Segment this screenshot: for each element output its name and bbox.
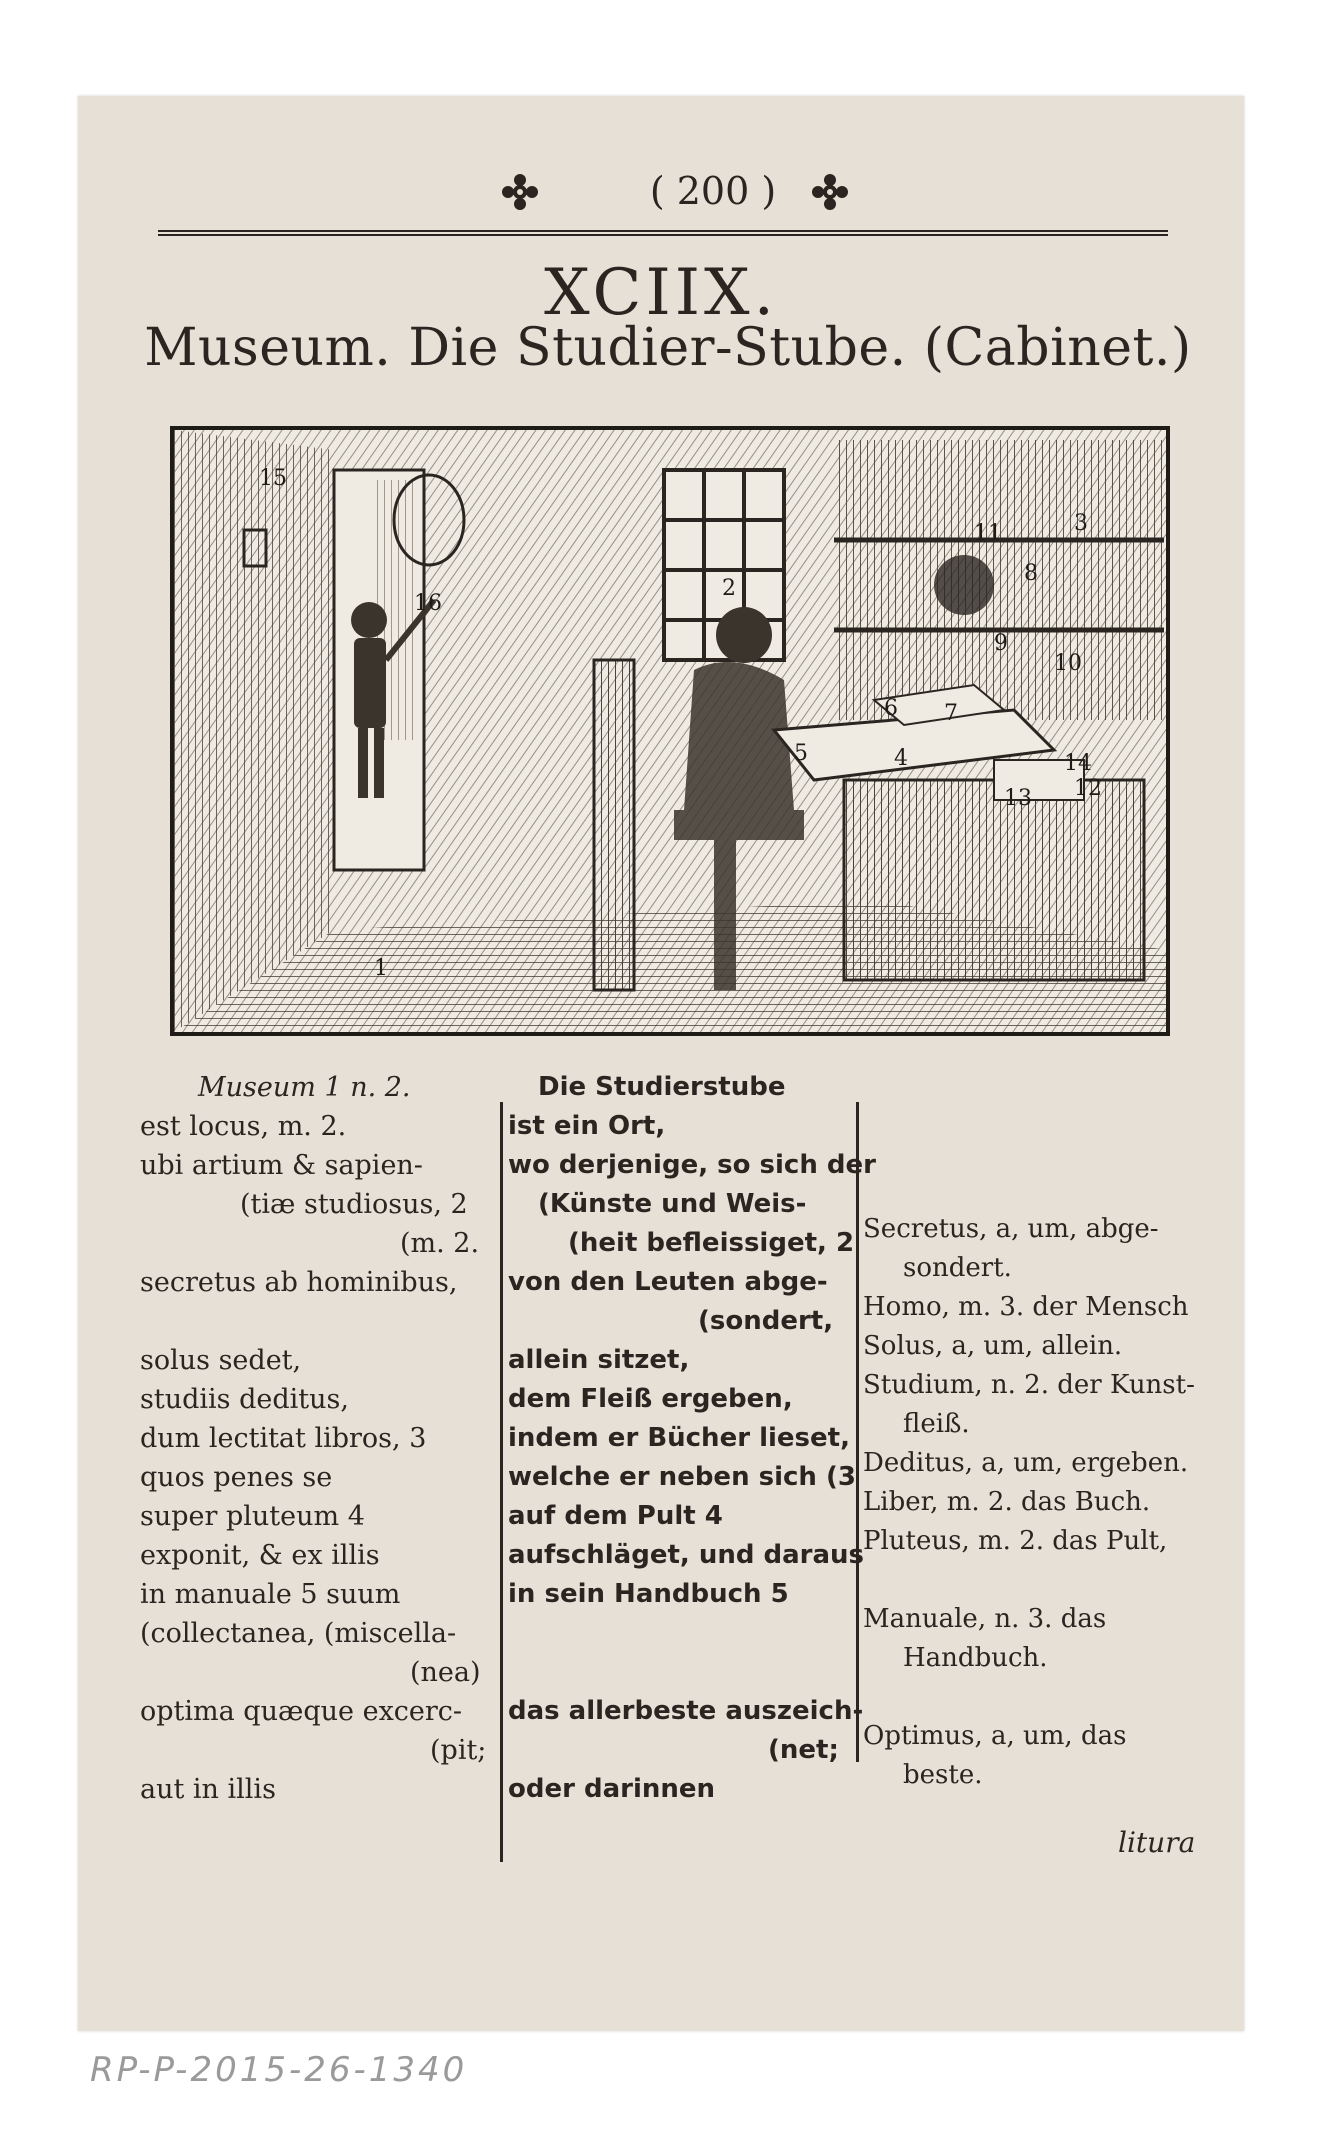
german-line: (Künste und Weis- [538, 1189, 807, 1219]
woodcut-label: 15 [259, 466, 287, 491]
latin-line: solus sedet, [140, 1345, 302, 1376]
german-line: (sondert, [698, 1306, 834, 1336]
german-line: wo derjenige, so sich der [508, 1150, 876, 1180]
german-line: (net; [768, 1735, 839, 1765]
woodcut-label: 12 [1074, 776, 1102, 801]
latin-line: studiis deditus, [140, 1384, 349, 1415]
latin-line: (pit; [430, 1735, 487, 1766]
woodcut-label: 5 [794, 741, 808, 766]
latin-column [140, 1068, 560, 1809]
german-line: ist ein Ort, [508, 1111, 666, 1141]
latin-line: (nea) [410, 1657, 481, 1688]
german-line: oder darinnen [508, 1774, 716, 1804]
catchword: litura [1118, 1826, 1196, 1859]
woodcut-label: 10 [1054, 651, 1082, 676]
german-line: aufschläget, und daraus [508, 1540, 865, 1570]
chapter-title: Museum. Die Studier-Stube. (Cabinet.) [144, 318, 1192, 378]
header-rule [158, 230, 1168, 236]
german-line: in sein Handbuch 5 [508, 1579, 789, 1609]
woodcut-label: 16 [414, 591, 442, 616]
woodcut-label: 2 [722, 576, 736, 601]
woodcut-label: 8 [1024, 561, 1038, 586]
latin-line: exponit, & ex illis [140, 1540, 380, 1571]
latin-line: super pluteum 4 [140, 1501, 365, 1532]
column-divider [856, 1102, 859, 1762]
rosette-ornament-icon [808, 172, 852, 216]
vocabulary-column [863, 1210, 1283, 1795]
vocab-line: sondert. [903, 1253, 1012, 1283]
latin-line: ubi artium & sapien- [140, 1150, 423, 1181]
vocab-line: Secretus, a, um, abge- [863, 1214, 1159, 1244]
german-line: (heit befleissiget, 2 [568, 1228, 855, 1258]
woodcut-label: 14 [1064, 751, 1092, 776]
german-line: Die Studierstube [538, 1072, 786, 1102]
german-line: allein sitzet, [508, 1345, 690, 1375]
vocab-line [863, 1678, 1283, 1717]
latin-line: in manuale 5 suum [140, 1579, 401, 1610]
woodcut-label: 6 [884, 696, 898, 721]
woodcut-label: 3 [1074, 511, 1088, 536]
vocab-line [863, 1561, 1283, 1600]
latin-line: (collectanea, (miscella- [140, 1618, 457, 1649]
woodcut-label: 13 [1004, 786, 1032, 811]
latin-line: (m. 2. [400, 1228, 480, 1259]
woodcut-label: 4 [894, 746, 908, 771]
vocab-line: Homo, m. 3. der Mensch [863, 1292, 1189, 1322]
accession-number: RP-P-2015-26-1340 [90, 2050, 468, 2090]
woodcut-label: 1 [374, 956, 388, 981]
book-page [78, 96, 1244, 2031]
german-line: indem er Bücher lieset, [508, 1423, 850, 1453]
woodcut-label: 9 [994, 631, 1008, 656]
latin-line: secretus ab hominibus, [140, 1267, 458, 1298]
latin-line: (tiæ studiosus, 2 [240, 1189, 468, 1220]
german-line: von den Leuten abge- [508, 1267, 828, 1297]
latin-line: est locus, m. 2. [140, 1111, 347, 1142]
vocab-line: Studium, n. 2. der Kunst- [863, 1370, 1195, 1400]
page-header [78, 166, 1244, 216]
latin-line [140, 1302, 560, 1341]
vocab-line: fleiß. [903, 1409, 970, 1439]
vocab-line: Liber, m. 2. das Buch. [863, 1487, 1151, 1517]
vocab-line: Handbuch. [903, 1643, 1048, 1673]
vocab-line: Manuale, n. 3. das [863, 1604, 1107, 1634]
latin-line: aut in illis [140, 1774, 276, 1805]
page-number: ( 200 ) [649, 169, 777, 213]
latin-line: Museum 1 n. 2. [198, 1072, 411, 1103]
vocab-line: Optimus, a, um, das [863, 1721, 1127, 1751]
latin-line: dum lectitat libros, 3 [140, 1423, 427, 1454]
latin-line: optima quæque excerc- [140, 1696, 463, 1727]
vocab-line: Deditus, a, um, ergeben. [863, 1448, 1189, 1478]
german-line: dem Fleiß ergeben, [508, 1384, 793, 1414]
column-divider [500, 1102, 503, 1862]
woodcut-illustration [170, 426, 1170, 1036]
rosette-ornament-icon [498, 172, 542, 216]
german-line: welche er neben sich (3 [508, 1462, 856, 1492]
woodcut-label: 7 [944, 701, 958, 726]
latin-line: quos penes se [140, 1462, 333, 1493]
vocab-line: Solus, a, um, allein. [863, 1331, 1123, 1361]
german-line: auf dem Pult 4 [508, 1501, 723, 1531]
chapter-numeral: XCIIX. [544, 256, 778, 330]
german-line: das allerbeste auszeich- [508, 1696, 864, 1726]
vocab-line: beste. [903, 1760, 983, 1790]
woodcut-label: 11 [974, 521, 1002, 546]
vocab-line: Pluteus, m. 2. das Pult, [863, 1526, 1168, 1556]
